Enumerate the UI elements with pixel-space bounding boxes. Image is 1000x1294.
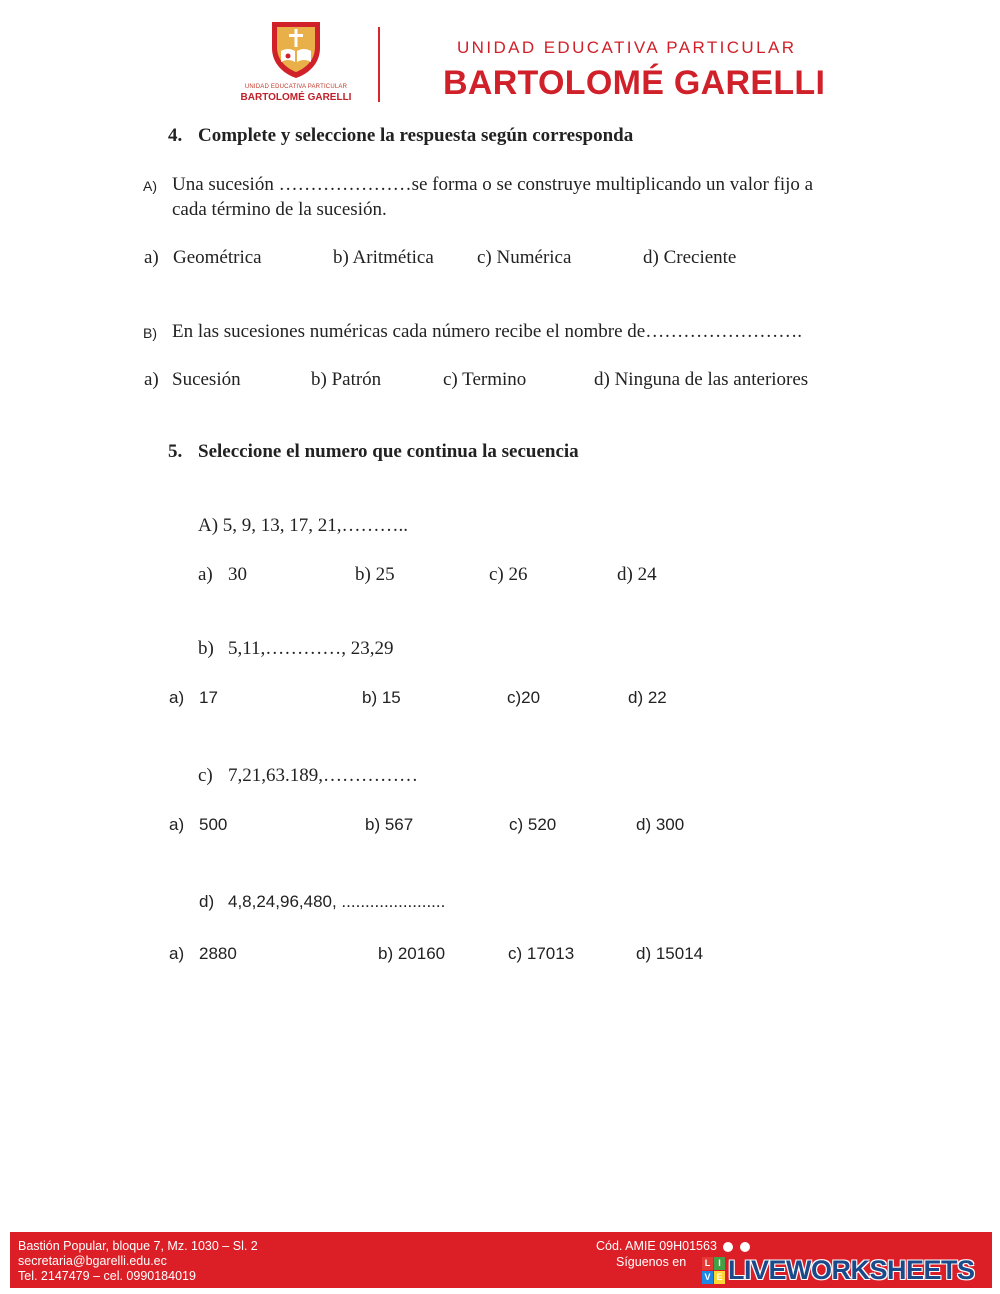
header-divider (378, 27, 380, 102)
liveworksheets-blocks-icon (702, 1257, 725, 1284)
question-b-marker: B) (143, 325, 157, 341)
option-b[interactable]: b) Patrón (311, 369, 382, 390)
option-c[interactable]: c)20 (507, 688, 541, 707)
question-b-text: En las sucesiones numéricas cada número recibe el nombre de……………………. (172, 321, 802, 342)
sequence-d-marker: d) (199, 892, 215, 911)
option-a[interactable]: 2880 (199, 944, 237, 963)
sequence-b-marker: b) (198, 638, 214, 659)
option-label: a) (144, 247, 159, 268)
option-a[interactable]: 17 (199, 688, 218, 707)
option-c[interactable]: c) 17013 (508, 944, 575, 963)
instagram-icon[interactable] (740, 1242, 750, 1252)
section-4-number: 4. (168, 125, 183, 146)
option-a[interactable]: 500 (199, 815, 228, 834)
footer-amie-text: Cód. AMIE 09H01563 (596, 1239, 717, 1253)
lw-letter: L (702, 1257, 713, 1270)
option-b[interactable]: b) 567 (365, 815, 414, 834)
option-label: a) (198, 564, 213, 585)
question-a-text: Una sucesión …………………se forma o se construye multiplicando un valor fijo a (172, 174, 814, 195)
option-b[interactable]: b) 15 (362, 688, 401, 707)
lw-letter: V (702, 1271, 713, 1284)
footer-follow: Síguenos en (616, 1255, 687, 1269)
school-subtitle: UNIDAD EDUCATIVA PARTICULAR (457, 38, 797, 57)
option-label: a) (169, 944, 185, 963)
sequence-c: 7,21,63.189,…………… (228, 765, 418, 786)
option-a[interactable]: Sucesión (172, 369, 241, 390)
option-d[interactable]: d) Ninguna de las anteriores (594, 369, 809, 390)
footer-address: Bastión Popular, bloque 7, Mz. 1030 – Sl. 2 (18, 1239, 258, 1253)
option-label: a) (169, 815, 185, 834)
section-4-title: Complete y seleccione la respuesta según corresponda (198, 125, 634, 146)
option-a[interactable]: Geométrica (173, 247, 262, 268)
lw-letter: E (714, 1271, 725, 1284)
option-d[interactable]: d) 22 (628, 688, 667, 707)
sequence-b: 5,11,…………, 23,29 (228, 638, 394, 659)
option-c[interactable]: c) Termino (443, 369, 527, 390)
option-c[interactable]: c) Numérica (477, 247, 572, 268)
sequence-a: A) 5, 9, 13, 17, 21,……….. (198, 515, 409, 536)
option-d[interactable]: d) Creciente (643, 247, 737, 268)
option-a[interactable]: 30 (228, 564, 247, 585)
logo-caption: UNIDAD EDUCATIVA PARTICULAR (244, 84, 348, 90)
option-b[interactable]: b) Aritmética (333, 247, 434, 268)
option-d[interactable]: d) 24 (617, 564, 657, 585)
question-a-marker: A) (143, 178, 157, 194)
option-c[interactable]: c) 520 (509, 815, 557, 834)
section-5-title: Seleccione el numero que continua la secuencia (198, 441, 579, 462)
sequence-d: 4,8,24,96,480, ...................... (228, 892, 446, 911)
facebook-icon[interactable] (723, 1242, 733, 1252)
sequence-c-marker: c) (198, 765, 213, 786)
logo-caption-name: BARTOLOMÉ GARELLI (240, 92, 352, 103)
option-d[interactable]: d) 300 (636, 815, 685, 834)
option-label: a) (169, 688, 185, 707)
option-b[interactable]: b) 25 (355, 564, 395, 585)
option-d[interactable]: d) 15014 (636, 944, 704, 963)
liveworksheets-watermark (702, 1255, 975, 1285)
question-a-text-cont: cada término de la sucesión. (172, 199, 387, 220)
footer-phone: Tel. 2147479 – cel. 0990184019 (18, 1269, 196, 1283)
lw-letter: I (714, 1257, 725, 1270)
school-name: BARTOLOMÉ GARELLI (443, 64, 826, 102)
liveworksheets-word: LIVEWORKSHEETS (728, 1254, 975, 1285)
section-5-number: 5. (168, 441, 183, 462)
option-b[interactable]: b) 20160 (378, 944, 446, 963)
school-crest-icon (268, 18, 324, 80)
footer-bar (10, 1232, 992, 1288)
option-label: a) (144, 369, 159, 390)
footer-amie (596, 1239, 750, 1253)
footer-email: secretaria@bgarelli.edu.ec (18, 1254, 167, 1268)
option-c[interactable]: c) 26 (489, 564, 528, 585)
